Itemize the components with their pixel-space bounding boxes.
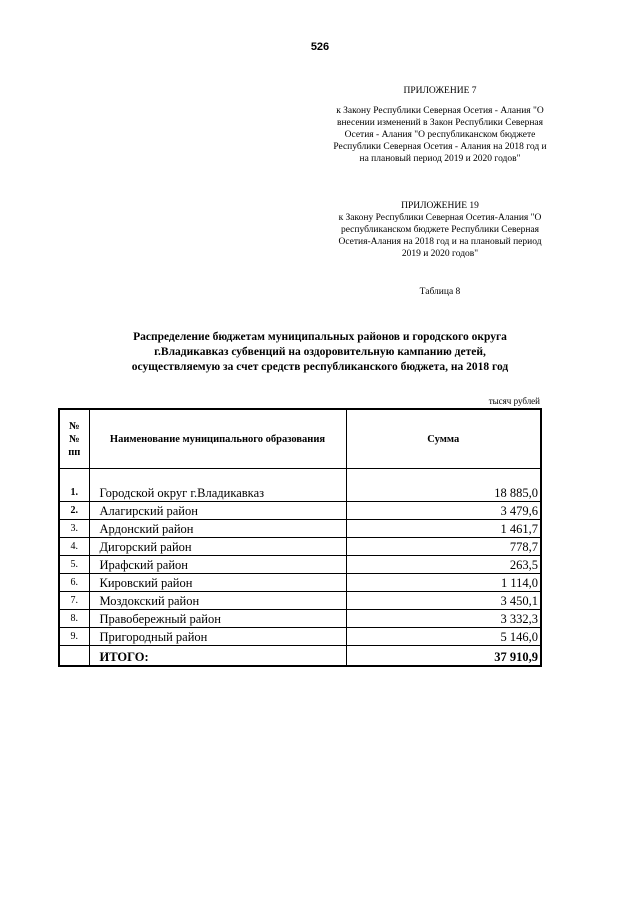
table-row [59, 556, 541, 574]
total-number-cell [59, 646, 89, 667]
budget-table [58, 408, 542, 667]
row-number: 5. [59, 556, 89, 574]
total-label: ИТОГО: [89, 646, 346, 667]
table-header-row [59, 409, 541, 469]
row-name: Моздокский район [89, 592, 346, 610]
row-name: Ардонский район [89, 520, 346, 538]
row-number: 8. [59, 610, 89, 628]
table-row [59, 502, 541, 520]
row-number: 9. [59, 628, 89, 646]
title-line-3: осуществляемую за счет средств республиканского бюджета, на 2018 год [131, 361, 509, 373]
row-number: 2. [59, 502, 89, 520]
row-name: Городской округ г.Владикавказ [89, 469, 346, 502]
row-amount: 1 114,0 [346, 574, 541, 592]
table-row [59, 610, 541, 628]
page-number: 526 [310, 41, 330, 53]
table-row [59, 628, 541, 646]
row-name: Кировский район [89, 574, 346, 592]
row-amount: 3 332,3 [346, 610, 541, 628]
appendix-19-text: к Закону Республики Северная Осетия-Алания "О республиканском бюджете Республики Северная Осетия-Алания на 2018 год и на плановый период 2019 и 2020 годов" [338, 213, 542, 259]
row-name: Правобережный район [89, 610, 346, 628]
document-title [60, 330, 580, 375]
row-amount: 1 461,7 [346, 520, 541, 538]
title-line-1: Распределение бюджетам муниципальных районов и городского округа [133, 331, 507, 343]
total-row [59, 646, 541, 667]
row-number: 4. [59, 538, 89, 556]
row-amount: 263,5 [346, 556, 541, 574]
units-label: тысяч рублей [488, 396, 540, 406]
row-name: Алагирский район [89, 502, 346, 520]
table-row [59, 592, 541, 610]
row-amount: 18 885,0 [346, 469, 541, 502]
row-number: 6. [59, 574, 89, 592]
row-amount: 778,7 [346, 538, 541, 556]
table-row [59, 469, 541, 502]
table-number-note: Таблица 8 [419, 287, 461, 297]
table-row [59, 574, 541, 592]
row-name: Дигорский район [89, 538, 346, 556]
appendix-7-label: ПРИЛОЖЕНИЕ 7 [403, 86, 477, 96]
total-amount: 37 910,9 [346, 646, 541, 667]
row-name: Пригородный район [89, 628, 346, 646]
appendix-19-block [330, 200, 550, 260]
appendix-7-text: к Закону Республики Северная Осетия - Алания "О внесении изменений в Закон Республики Северная Осетия - Алания "О республиканском бюджете Республики Северная Осетия - Алания на 2018 год и на плановый период 2019 и 2020 годов" [333, 106, 547, 164]
title-line-2: г.Владикавказ субвенций на оздоровительную кампанию детей, [154, 346, 486, 358]
row-number: 7. [59, 592, 89, 610]
row-number: 1. [59, 469, 89, 502]
table-row [59, 520, 541, 538]
header-number: №№ пп [59, 409, 89, 469]
appendix-19-label: ПРИЛОЖЕНИЕ 19 [401, 201, 479, 211]
row-amount: 5 146,0 [346, 628, 541, 646]
row-amount: 3 450,1 [346, 592, 541, 610]
table-row [59, 538, 541, 556]
appendix-7-block [330, 85, 550, 165]
header-name: Наименование муниципального образования [89, 409, 346, 469]
row-amount: 3 479,6 [346, 502, 541, 520]
row-number: 3. [59, 520, 89, 538]
header-sum: Сумма [346, 409, 541, 469]
row-name: Ирафский район [89, 556, 346, 574]
